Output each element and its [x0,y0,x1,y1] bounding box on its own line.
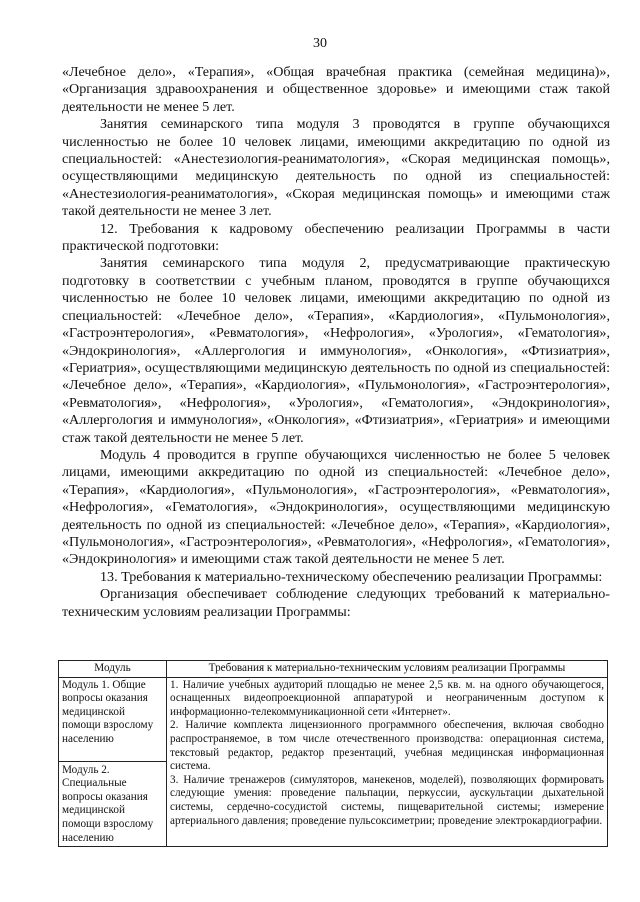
requirement-item: 1. Наличие учебных аудиторий площадью не менее 2,5 кв. м. на одного обучающегося, оснащенных видеопроекционной аппаратурой и неограниченным доступом к информационно-телекоммуникационной сети «Интернет». [170,678,604,718]
header-requirements: Требования к материально-техническим условиям реализации Программы [167,661,608,678]
requirements-table [58,660,608,847]
module-cell [59,677,167,847]
module-1-label: Модуль 1. Общие вопросы оказания медицинской помощи взрослому населению [62,678,154,745]
module-2-label: Модуль 2. Специальные вопросы оказания медицинской помощи взрослому населению [59,761,166,846]
requirement-item: 2. Наличие комплекта лицензионного программного обеспечения, включая свободно распространяемое, в том числе отечественного производства: операционная система, текстовый редактор, редактор презентаций, учебная медицинская информационная система. [170,719,604,773]
body-text [62,64,610,621]
paragraph: Занятия семинарского типа модуля 3 проводятся в группе обучающихся численностью не более 10 человек лицами, имеющими аккредитацию по одной из специальностей: «Анестезиология-реаниматология», «Скорая медицинская помощь», осуществляющими медицинскую деятельность по одной из специальностей: «Анестезиология-реаниматология», «Скорая медицинская помощь» и имеющими стаж такой деятельности не менее 3 лет. [62,116,610,220]
section-13-heading: 13. Требования к материально-техническому обеспечению реализации Программы: [100,568,603,585]
paragraph: «Лечебное дело», «Терапия», «Общая врачебная практика (семейная медицина)», «Организация здравоохранения и общественное здоровье» и имеющими стаж такой деятельности не менее 5 лет. [62,64,610,115]
requirement-item: 3. Наличие тренажеров (симуляторов, манекенов, моделей), позволяющих формировать следующие умения: проведение пальпации, перкуссии, аускультации дыхательной системы, сердечно-сосудистой системы, пищеварительной системы; измерение артериального давления; проведение пульсоксиметрии; проведение электрокардиографии. [170,773,604,827]
paragraph: Занятия семинарского типа модуля 2, предусматривающие практическую подготовку в соответствии с учебным планом, проводятся в группе обучающихся численностью не более 10 человек лицами, имеющими аккредитацию по одной из специальностей: «Лечебное дело», «Терапия», «Кардиология», «Пульмонология», «Гастроэнтерология», «Ревматология», «Нефрология», «Урология», «Гематология», «Эндокринология», «Аллергология и иммунология», «Онкология», «Фтизиатрия», «Гериатрия», осуществляющими медицинскую деятельность по одной из специальностей: «Лечебное дело», «Терапия», «Кардиология», «Пульмонология», «Гастроэнтерология», «Ревматология», «Нефрология», «Урология», «Гематология», «Эндокринология», «Аллергология и иммунология», «Онкология», «Фтизиатрия», «Гериатрия» и имеющими стаж такой деятельности не менее 5 лет. [62,255,610,446]
paragraph: Модуль 4 проводится в группе обучающихся численностью не более 5 человек лицами, имеющими аккредитацию по одной из специальностей: «Лечебное дело», «Терапия», «Кардиология», «Пульмонология», «Гастроэнтерология», «Ревматология», «Нефрология», «Гематология», «Эндокринология», осуществляющими медицинскую деятельность по одной из специальностей: «Лечебное дело», «Терапия», «Кардиология», «Пульмонология», «Гастроэнтерология», «Ревматология», «Нефрология», «Гематология», «Эндокринология» и имеющими стаж такой деятельности не менее 5 лет. [62,446,610,568]
table-header-row [59,661,608,678]
page-number: 30 [313,36,327,51]
header-module: Модуль [59,661,167,678]
section-12-heading: 12. Требования к кадровому обеспечению реализации Программы в части практической подготовки: [62,220,610,255]
requirements-cell [167,677,608,847]
table-row [59,677,608,847]
paragraph: Организация обеспечивает соблюдение следующих требований к материально-техническим условиям реализации Программы: [62,586,610,620]
